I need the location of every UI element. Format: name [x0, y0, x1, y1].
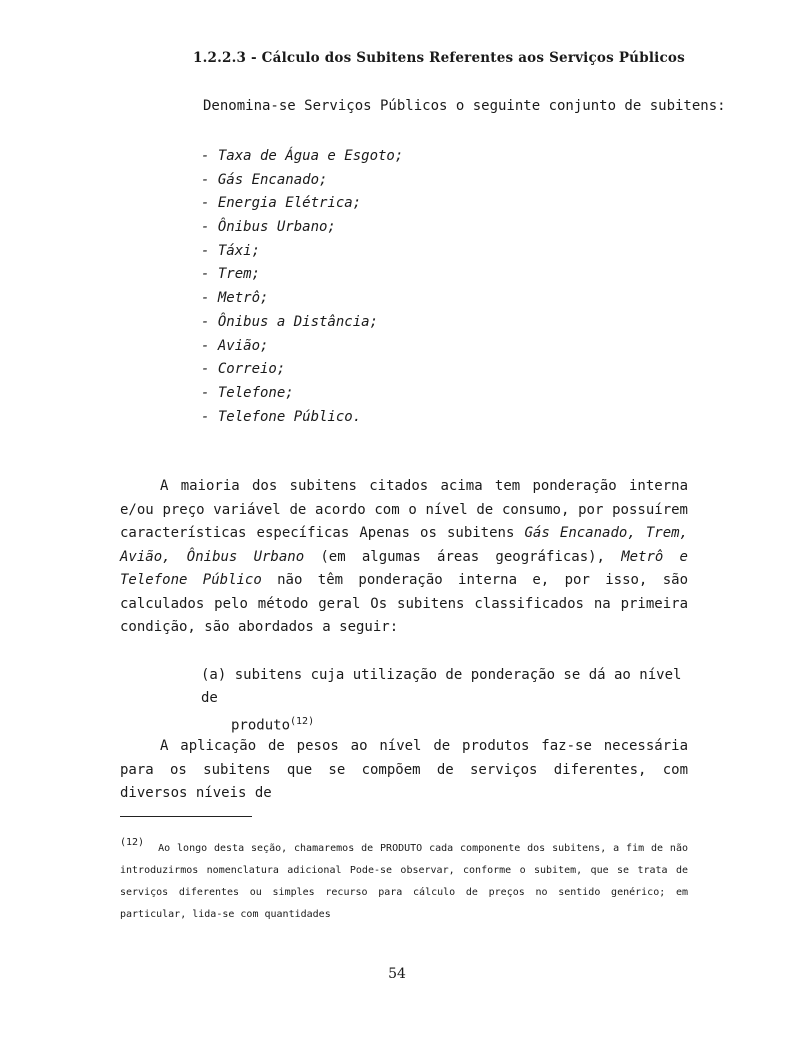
item-a: [201, 664, 688, 738]
list-item: - Telefone;: [201, 384, 294, 401]
paragraph-products: A aplicação de pesos ao nível de produtos faz-se necessária para os subitens que se compõem de serviços diferentes, com diversos níveis de: [120, 738, 688, 801]
paragraph-weighting: [120, 475, 688, 640]
section-heading: 1.2.2.3 - Cálculo dos Subitens Referentes aos Serviços Públicos: [193, 50, 685, 66]
paragraph-text: A maioria dos subitens citados acima tem ponderação interna e/ou preço variável de acordo com o nível de consumo, por possuírem características específicas Apenas os subitens: [120, 478, 688, 541]
paragraph-italic-subitems: Metrô e Telefone Público: [120, 548, 688, 588]
page-number: 54: [388, 966, 406, 982]
paragraph-text: não têm ponderação interna e, por isso, são calculados pelo método geral Os subitens classificados na primeira condição, são abordados a seguir:: [120, 572, 688, 635]
list-item: - Metrô;: [201, 290, 269, 307]
list-item: - Gás Encanado;: [201, 171, 328, 188]
footnote: [120, 832, 688, 926]
item-a-text: produto: [231, 717, 291, 734]
list-item: - Telefone Público.: [201, 408, 362, 425]
list-item: - Táxi;: [201, 242, 261, 259]
list-item: - Taxa de Água e Esgoto;: [201, 148, 404, 164]
intro-text: Denomina-se Serviços Públicos o seguinte conjunto de subitens:: [203, 98, 726, 114]
footnote-text: Ao longo desta seção, chamaremos de PRODUTO cada componente dos subitens, a fim de não introduzirmos nomenclatura adicional Pode-se observar, conforme o subitem, que se trata de serviços diferentes ou simples recurso para cálculo de preços no sentido genérico; em particular, lida-se com quantidades: [120, 843, 688, 920]
item-a-line2: [201, 710, 688, 738]
item-a-line1: (a) subitens cuja utilização de ponderação se dá ao nível de: [201, 667, 682, 706]
footnote-mark: (12): [120, 837, 145, 848]
list-item: - Ônibus a Distância;: [201, 313, 379, 330]
subitems-list: [201, 146, 403, 430]
footnote-divider: [120, 816, 252, 817]
list-item: - Energia Elétrica;: [201, 195, 362, 212]
list-item: - Avião;: [201, 337, 269, 354]
list-item: - Ônibus Urbano;: [201, 219, 336, 236]
paragraph-italic-subitems: Gás Encanado, Trem, Avião, Ônibus Urbano: [120, 525, 688, 565]
list-item: - Trem;: [201, 266, 261, 283]
paragraph-text: (em algumas áreas geográficas),: [304, 548, 622, 565]
list-item: - Correio;: [201, 361, 286, 378]
footnote-reference: (12): [290, 716, 315, 727]
